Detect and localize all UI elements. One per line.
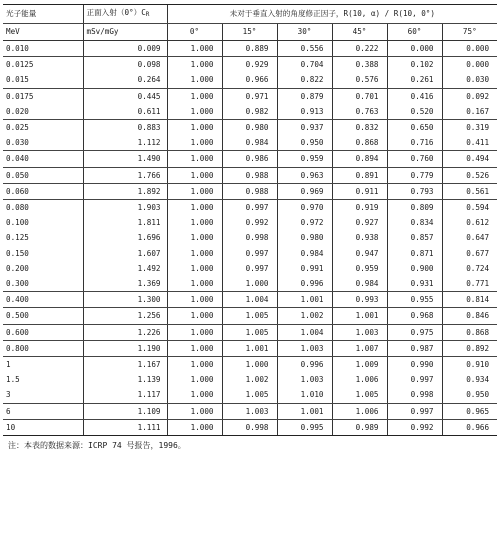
table-row (3, 230, 497, 245)
factor-cell: 1.000 (222, 276, 277, 292)
cr-cell: 0.098 (83, 57, 167, 73)
factor-cell: 0.000 (442, 57, 497, 73)
factor-cell: 1.000 (167, 200, 222, 216)
factor-cell: 0.997 (222, 246, 277, 261)
table-row (3, 57, 497, 73)
factor-cell: 0.650 (387, 120, 442, 136)
factor-cell: 1.000 (167, 276, 222, 292)
energy-cell: 0.025 (6, 123, 29, 133)
factor-cell: 1.000 (167, 308, 222, 324)
factor-cell: 0.167 (442, 104, 497, 120)
cr-cell: 1.492 (83, 261, 167, 276)
factor-cell: 1.006 (332, 372, 387, 387)
factor-cell: 0.950 (277, 135, 332, 151)
energy-unit: MeV (3, 24, 83, 41)
energy-cell: 0.200 (6, 263, 29, 273)
factor-cell: 1.005 (222, 387, 277, 403)
factor-cell: 0.984 (332, 276, 387, 292)
cr-cell: 1.256 (83, 308, 167, 324)
cr-cell: 1.112 (83, 135, 167, 151)
factor-cell: 0.857 (387, 230, 442, 245)
factor-cell: 0.913 (277, 104, 332, 120)
cr-header: 正面入射（0°）CR (83, 5, 167, 24)
factor-cell: 0.959 (332, 261, 387, 276)
energy-cell: 1 (6, 360, 11, 370)
cr-cell: 1.117 (83, 387, 167, 403)
table-row (3, 167, 497, 183)
factor-cell: 0.966 (442, 419, 497, 435)
factor-cell: 0.891 (332, 167, 387, 183)
factor-cell: 0.779 (387, 167, 442, 183)
factor-cell: 0.980 (222, 120, 277, 136)
table-row (3, 357, 497, 373)
factor-cell: 0.989 (332, 419, 387, 435)
factor-cell: 0.319 (442, 120, 497, 136)
cr-cell: 1.109 (83, 403, 167, 419)
energy-cell: 0.060 (3, 183, 83, 199)
table-row (3, 72, 497, 88)
factor-cell: 0.879 (277, 88, 332, 104)
factor-cell: 0.910 (442, 357, 497, 373)
factor-cell: 0.832 (332, 120, 387, 136)
factor-cell: 0.968 (387, 308, 442, 324)
factor-cell: 0.965 (442, 403, 497, 419)
table-row (3, 246, 497, 261)
table-note: 注：本表的数据来源：ICRP 74 号报告，1996。 (8, 441, 186, 451)
energy-cell: 0.030 (3, 135, 83, 151)
factor-cell: 0.955 (387, 292, 442, 308)
factor-cell: 0.871 (387, 246, 442, 261)
factor-cell: 0.892 (442, 340, 497, 356)
factor-cell: 0.416 (387, 88, 442, 104)
factor-cell: 0.969 (277, 183, 332, 199)
factor-cell: 0.995 (277, 419, 332, 435)
cr-cell: 1.766 (83, 167, 167, 183)
table-row (3, 308, 497, 324)
factor-cell: 0.000 (387, 41, 442, 57)
factor-cell: 0.988 (222, 167, 277, 183)
factor-cell: 1.000 (167, 41, 222, 57)
cr-cell: 1.892 (83, 183, 167, 199)
factor-cell: 0.092 (442, 88, 497, 104)
factor-cell: 0.966 (222, 72, 277, 88)
factor-cell: 0.931 (387, 276, 442, 292)
factor-cell: 1.000 (167, 151, 222, 167)
factor-cell: 1.000 (167, 167, 222, 183)
factor-cell: 0.988 (222, 183, 277, 199)
cr-cell: 0.009 (83, 41, 167, 57)
table-row (3, 120, 497, 136)
cr-cell: 0.611 (83, 104, 167, 120)
factor-cell: 0.763 (332, 104, 387, 120)
energy-cell: 0.010 (3, 41, 83, 57)
cr-cell: 1.300 (83, 292, 167, 308)
factor-cell: 0.701 (332, 88, 387, 104)
factor-cell: 1.000 (167, 292, 222, 308)
table-row (3, 41, 497, 57)
factor-cell: 1.000 (167, 88, 222, 104)
factor-cell: 0.520 (387, 104, 442, 120)
factor-cell: 0.992 (222, 215, 277, 230)
factor-cell: 0.959 (277, 151, 332, 167)
factor-cell: 1.000 (167, 403, 222, 419)
energy-header: 光子能量 (3, 5, 83, 24)
factor-cell: 1.007 (332, 340, 387, 356)
factor-cell: 1.001 (277, 403, 332, 419)
factor-cell: 0.261 (387, 72, 442, 88)
factor-cell: 0.997 (222, 261, 277, 276)
factor-cell: 0.997 (387, 372, 442, 387)
factor-cell: 0.911 (332, 183, 387, 199)
document (3, 4, 497, 451)
factor-cell: 1.000 (167, 57, 222, 73)
table-row (3, 419, 497, 435)
factor-cell: 0.992 (387, 419, 442, 435)
factor-cell: 0.822 (277, 72, 332, 88)
table-row (3, 215, 497, 230)
factor-cell: 0.576 (332, 72, 387, 88)
energy-cell: 10 (3, 419, 83, 435)
factor-cell: 1.004 (277, 324, 332, 340)
factor-cell: 1.005 (222, 308, 277, 324)
factor-cell: 0.894 (332, 151, 387, 167)
factor-cell: 0.716 (387, 135, 442, 151)
factor-cell: 0.846 (442, 308, 497, 324)
factor-cell: 0.934 (442, 372, 497, 387)
unit-row (3, 24, 497, 41)
angle-header: 45° (332, 24, 387, 41)
table-row (3, 88, 497, 104)
cr-unit: mSv/mGy (83, 24, 167, 41)
table-row (3, 403, 497, 419)
factor-cell: 0.868 (442, 324, 497, 340)
energy-cell: 0.020 (3, 104, 83, 120)
factor-cell: 0.975 (387, 324, 442, 340)
energy-cell: 1.5 (6, 375, 20, 385)
energy-cell: 0.800 (3, 340, 83, 356)
table-row (3, 135, 497, 151)
energy-cell: 0.050 (3, 167, 83, 183)
factor-cell: 0.970 (277, 200, 332, 216)
factor-cell: 1.003 (277, 372, 332, 387)
energy-cell: 0.040 (3, 151, 83, 167)
factor-cell: 0.980 (277, 230, 332, 245)
factor-cell: 0.984 (222, 135, 277, 151)
factor-cell: 1.000 (167, 261, 222, 276)
table-row (3, 372, 497, 387)
factor-cell: 0.868 (332, 135, 387, 151)
factor-cell: 1.000 (167, 120, 222, 136)
factor-cell: 1.002 (222, 372, 277, 387)
angle-header: 75° (442, 24, 497, 41)
factor-cell: 1.010 (277, 387, 332, 403)
energy-cell: 0.015 (3, 72, 83, 88)
header-row (3, 5, 497, 24)
cr-cell: 1.190 (83, 340, 167, 356)
factor-cell: 0.986 (222, 151, 277, 167)
factor-cell: 0.982 (222, 104, 277, 120)
energy-cell: 0.150 (6, 248, 29, 258)
cr-cell: 1.226 (83, 324, 167, 340)
factor-cell: 0.647 (442, 230, 497, 245)
factor-cell: 1.000 (167, 246, 222, 261)
factor-cell: 1.000 (167, 387, 222, 403)
factor-cell: 0.677 (442, 246, 497, 261)
factor-cell: 1.000 (167, 419, 222, 435)
cr-cell: 0.883 (83, 120, 167, 136)
factor-cell: 0.411 (442, 135, 497, 151)
factor-cell: 1.005 (332, 387, 387, 403)
factor-cell: 0.990 (387, 357, 442, 373)
cr-cell: 0.264 (83, 72, 167, 88)
factor-cell: 0.494 (442, 151, 497, 167)
energy-cell: 0.300 (3, 276, 83, 292)
factor-cell: 0.612 (442, 215, 497, 230)
factor-cell: 0.984 (277, 246, 332, 261)
energy-cell: 0.0175 (6, 91, 34, 101)
factor-cell: 0.996 (277, 276, 332, 292)
cr-cell: 1.369 (83, 276, 167, 292)
factor-cell: 1.000 (167, 215, 222, 230)
factor-cell: 0.996 (277, 357, 332, 373)
factor-cell: 1.000 (167, 72, 222, 88)
cr-cell: 1.111 (83, 419, 167, 435)
factor-cell: 0.102 (387, 57, 442, 73)
factor-cell: 1.004 (222, 292, 277, 308)
factor-cell: 1.001 (332, 308, 387, 324)
factor-cell: 1.000 (167, 183, 222, 199)
energy-cell: 0.600 (3, 324, 83, 340)
factor-cell: 0.987 (387, 340, 442, 356)
factor-cell: 0.997 (222, 200, 277, 216)
cr-cell: 1.167 (83, 357, 167, 373)
cr-cell: 1.811 (83, 215, 167, 230)
cr-cell: 1.607 (83, 246, 167, 261)
angle-header: 30° (277, 24, 332, 41)
factor-cell: 0.963 (277, 167, 332, 183)
angle-header: 0° (167, 24, 222, 41)
factor-cell: 1.003 (222, 403, 277, 419)
factor-cell: 0.998 (222, 419, 277, 435)
factor-cell: 0.929 (222, 57, 277, 73)
factor-cell: 0.000 (442, 41, 497, 57)
factor-cell: 0.771 (442, 276, 497, 292)
table-row (3, 324, 497, 340)
factor-cell: 0.760 (387, 151, 442, 167)
energy-cell: 0.400 (3, 292, 83, 308)
factor-cell: 0.526 (442, 167, 497, 183)
factor-cell: 1.000 (167, 135, 222, 151)
factor-cell: 1.003 (332, 324, 387, 340)
table-row (3, 276, 497, 292)
factor-cell: 1.003 (277, 340, 332, 356)
energy-cell: 0.080 (6, 203, 29, 213)
factor-cell: 0.991 (277, 261, 332, 276)
cr-cell: 1.139 (83, 372, 167, 387)
factor-cell: 0.919 (332, 200, 387, 216)
factor-cell: 1.006 (332, 403, 387, 419)
energy-cell: 3 (3, 387, 83, 403)
factor-cell: 0.998 (387, 387, 442, 403)
table-row (3, 104, 497, 120)
table-body (3, 41, 497, 436)
energy-cell: 6 (3, 403, 83, 419)
factor-cell: 1.000 (222, 357, 277, 373)
energy-cell: 0.100 (6, 218, 29, 228)
factor-cell: 0.809 (387, 200, 442, 216)
factor-cell: 0.561 (442, 183, 497, 199)
energy-cell: 0.500 (3, 308, 83, 324)
factor-cell: 0.993 (332, 292, 387, 308)
factor-cell: 1.000 (167, 372, 222, 387)
factor-cell: 0.938 (332, 230, 387, 245)
table-row (3, 200, 497, 216)
factor-cell: 1.001 (222, 340, 277, 356)
cr-cell: 1.490 (83, 151, 167, 167)
factor-cell: 0.998 (222, 230, 277, 245)
factor-cell: 0.388 (332, 57, 387, 73)
table-row (3, 183, 497, 199)
factor-cell: 1.000 (167, 324, 222, 340)
factor-cell: 1.005 (222, 324, 277, 340)
factor-cell: 0.971 (222, 88, 277, 104)
factor-cell: 0.222 (332, 41, 387, 57)
factor-cell: 1.000 (167, 230, 222, 245)
factor-cell: 0.997 (387, 403, 442, 419)
table-row (3, 261, 497, 276)
factor-cell: 0.814 (442, 292, 497, 308)
factor-cell: 1.000 (167, 340, 222, 356)
energy-cell: 0.0125 (6, 60, 34, 70)
factor-cell: 0.556 (277, 41, 332, 57)
factor-cell: 0.900 (387, 261, 442, 276)
factor-cell: 0.950 (442, 387, 497, 403)
factor-cell: 0.594 (442, 200, 497, 216)
factor-cell: 0.793 (387, 183, 442, 199)
energy-cell: 0.125 (6, 233, 29, 243)
factor-cell: 1.001 (277, 292, 332, 308)
conversion-table (3, 4, 497, 436)
ratio-header: 未对于垂直入射的角度修正因子，R(10, α) / R(10, 0°) (167, 5, 497, 24)
angle-header: 15° (222, 24, 277, 41)
factor-cell: 0.972 (277, 215, 332, 230)
factor-cell: 0.927 (332, 215, 387, 230)
factor-cell: 0.704 (277, 57, 332, 73)
factor-cell: 1.009 (332, 357, 387, 373)
table-row (3, 292, 497, 308)
factor-cell: 1.002 (277, 308, 332, 324)
factor-cell: 0.937 (277, 120, 332, 136)
factor-cell: 0.947 (332, 246, 387, 261)
cr-cell: 1.696 (83, 230, 167, 245)
table-row (3, 340, 497, 356)
cr-cell: 1.903 (83, 200, 167, 216)
factor-cell: 0.030 (442, 72, 497, 88)
factor-cell: 0.889 (222, 41, 277, 57)
factor-cell: 0.724 (442, 261, 497, 276)
table-row (3, 387, 497, 403)
cr-cell: 0.445 (83, 88, 167, 104)
angle-header: 60° (387, 24, 442, 41)
factor-cell: 0.834 (387, 215, 442, 230)
factor-cell: 1.000 (167, 357, 222, 373)
table-row (3, 151, 497, 167)
factor-cell: 1.000 (167, 104, 222, 120)
